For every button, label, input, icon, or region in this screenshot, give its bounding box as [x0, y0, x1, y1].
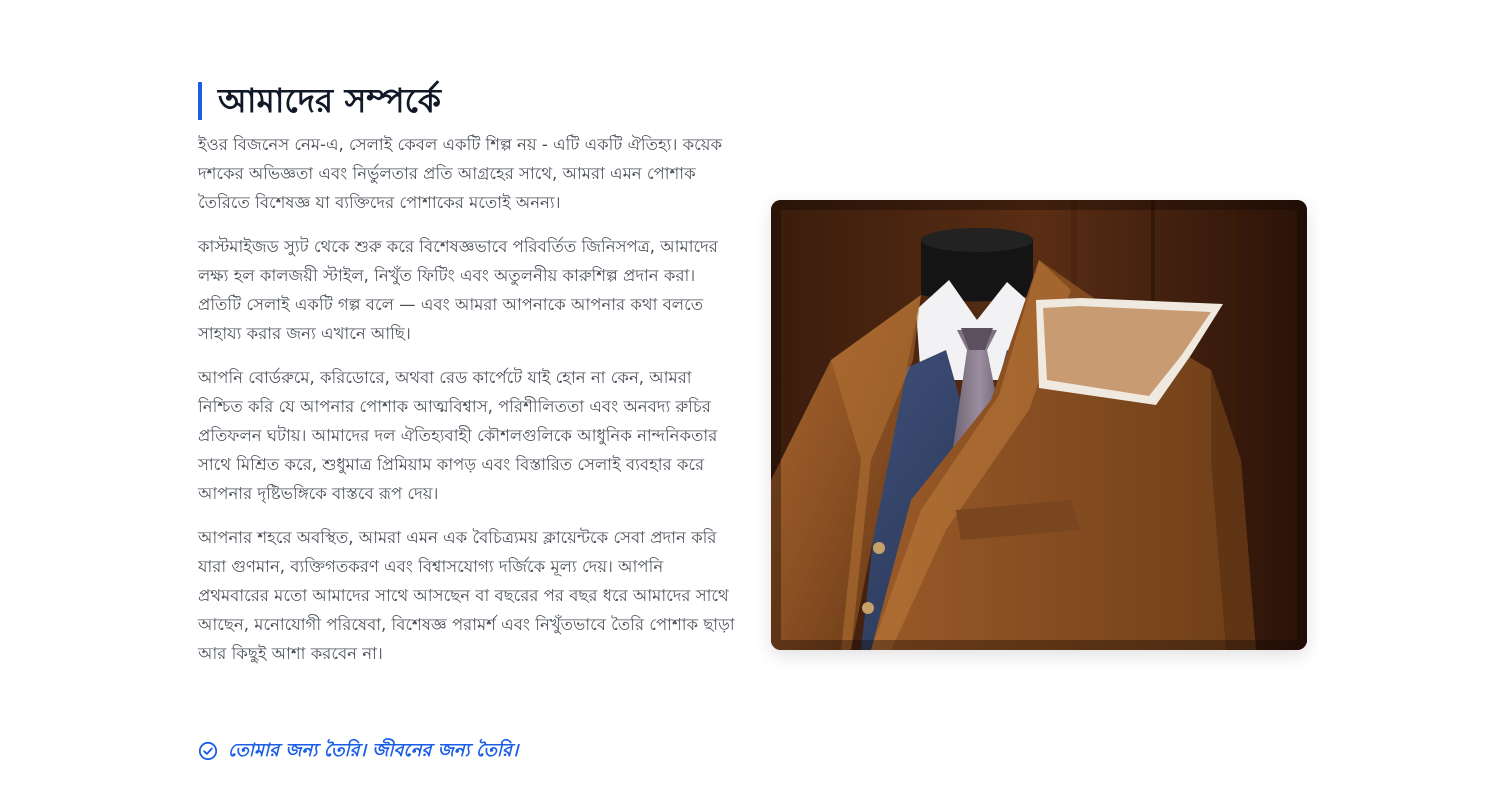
about-paragraph-2: কাস্টমাইজড স্যুট থেকে শুরু করে বিশেষজ্ঞভাবে পরিবর্তিত জিনিসপত্র, আমাদের লক্ষ্য হল কালজয়ী স্টাইল, নিখুঁত ফিটিং এবং অতুলনীয় কারুশিল্প প্রদান করা। প্রতিটি সেলাই একটি গল্প বলে — এবং আমরা আপনাকে আপনার কথা বলতে সাহায্য করার জন্য এখানে আছি।: [198, 237, 718, 343]
tagline-text: তোমার জন্য তৈরি। জীবনের জন্য তৈরি।: [228, 740, 519, 761]
suit-photo: [771, 200, 1307, 650]
about-paragraph-3: আপনি বোর্ডরুমে, করিডোরে, অথবা রেড কার্পেটে যাই হোন না কেন, আমরা নিশ্চিত করি যে আপনার পোশাক আত্মবিশ্বাস, পরিশীলিততা এবং অনবদ্য রুচির প্রতিফলন ঘটায়। আমাদের দল ঐতিহ্যবাহী কৌশলগুলিকে আধুনিক নান্দনিকতার সাথে মিশ্রিত করে, শুধুমাত্র প্রিমিয়াম কাপড় এবং বিস্তারিত সেলাই ব্যবহার করে আপনার দৃষ্টিভঙ্গিকে বাস্তবে রূপ দেয়।: [198, 368, 718, 503]
tagline: [198, 737, 518, 765]
check-circle-icon: [198, 741, 218, 761]
about-paragraph-1: ইওর বিজনেস নেম-এ, সেলাই কেবল একটি শিল্প নয় - এটি একটি ঐতিহ্য। কয়েক দশকের অভিজ্ঞতা এবং নির্ভুলতার প্রতি আগ্রহের সাথে, আমরা এমন পোশাক তৈরিতে বিশেষজ্ঞ যা ব্যক্তিদের পোশাকের মতোই অনন্য।: [198, 135, 723, 212]
about-paragraph-4: আপনার শহরে অবস্থিত, আমরা এমন এক বৈচিত্র্যময় ক্লায়েন্টকে সেবা প্রদান করি যারা গুণমান, ব্যক্তিগতকরণ এবং বিশ্বাসযোগ্য দর্জিকে মূল্য দেয়। আপনি প্রথমবারের মতো আমাদের সাথে আসছেন বা বছরের পর বছর ধরে আমাদের সাথে আছেন, মনোযোগী পরিষেবা, বিশেষজ্ঞ পরামর্শ এবং নিখুঁতভাবে তৈরি পোশাক ছাড়া আর কিছুই আশা করবেন না।: [198, 528, 735, 663]
suit-jacket-illustration: [771, 200, 1307, 650]
page-title: আমাদের সম্পর্কে: [198, 82, 738, 120]
about-text-column: [198, 82, 738, 683]
